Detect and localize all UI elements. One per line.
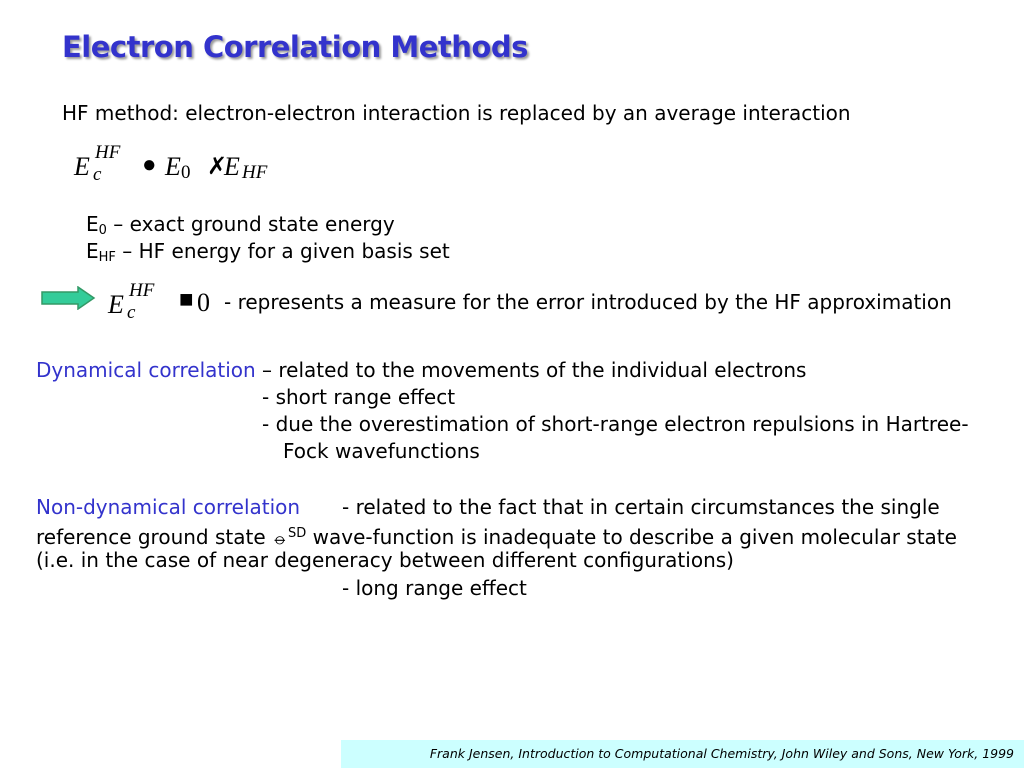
nondynamical-line-2a: reference ground state bbox=[36, 525, 272, 549]
footer-citation: Frank Jensen, Introduction to Computational Chemistry, John Wiley and Sons, New York, 1999 bbox=[429, 746, 1014, 761]
dynamical-line-4: Fock wavefunctions bbox=[283, 439, 480, 463]
eq1-operator-minus: ✗ bbox=[207, 154, 228, 180]
psi-superscript: SD bbox=[288, 526, 307, 541]
footer-citation-box bbox=[341, 740, 1024, 768]
def-ehf-symbol: E bbox=[86, 239, 99, 263]
eq2-rhs: 0 bbox=[197, 288, 210, 317]
nondynamical-term: Non-dynamical correlation bbox=[36, 495, 301, 519]
dynamical-line-3: - due the overestimation of short-range electron repulsions in Hartree- bbox=[262, 412, 969, 436]
nondynamical-line-3: (i.e. in the case of near degeneracy between different configurations) bbox=[36, 548, 734, 572]
eq1-term2-base: E bbox=[224, 152, 240, 181]
page-title: Electron Correlation Methods bbox=[62, 30, 528, 64]
nondynamical-line-4: - long range effect bbox=[342, 576, 527, 600]
dynamical-line-2: - short range effect bbox=[262, 385, 456, 409]
eq1-operator-equals: ● bbox=[142, 152, 157, 178]
equation-correlation-negative bbox=[108, 278, 218, 328]
nondynamical-line-2b: wave-function is inadequate to describe a given molecular state bbox=[306, 525, 957, 549]
eq2-operator-less-than: ■ bbox=[179, 287, 194, 313]
psi-symbol: ⦵ bbox=[272, 527, 288, 549]
eq1-lhs-base: E bbox=[74, 152, 90, 181]
def-ehf bbox=[86, 238, 450, 271]
def-e0-symbol: E bbox=[86, 212, 99, 236]
def-e0-desc: – exact ground state energy bbox=[106, 212, 395, 236]
def-ehf-desc: – HF energy for a given basis set bbox=[115, 239, 450, 263]
def-e0-subscript: 0 bbox=[98, 223, 107, 238]
hf-method-text: HF method: electron-electron interaction is replaced by an average interaction bbox=[62, 101, 851, 125]
eq2-lhs-base: E bbox=[108, 290, 124, 319]
right-arrow-icon bbox=[40, 286, 96, 310]
equation-correlation-energy bbox=[74, 140, 304, 190]
eq1-lhs-sup: HF bbox=[95, 142, 121, 163]
eq2-lhs-sup: HF bbox=[129, 280, 155, 301]
eq1-term2-sub: HF bbox=[242, 162, 268, 183]
dynamical-term: Dynamical correlation bbox=[36, 358, 256, 382]
eq2-lhs-sub: c bbox=[127, 302, 136, 323]
eq2-description: - represents a measure for the error introduced by the HF approximation bbox=[224, 290, 952, 314]
nondynamical-line-1: - related to the fact that in certain circumstances the single bbox=[342, 495, 940, 519]
eq1-term1-base: E bbox=[165, 152, 181, 181]
eq1-lhs-sub: c bbox=[93, 164, 102, 185]
dynamical-definition: – related to the movements of the individual electrons bbox=[255, 358, 807, 382]
dynamical-line-1 bbox=[36, 357, 806, 384]
def-ehf-subscript: HF bbox=[98, 250, 116, 265]
eq1-term1-sub: 0 bbox=[181, 162, 191, 183]
